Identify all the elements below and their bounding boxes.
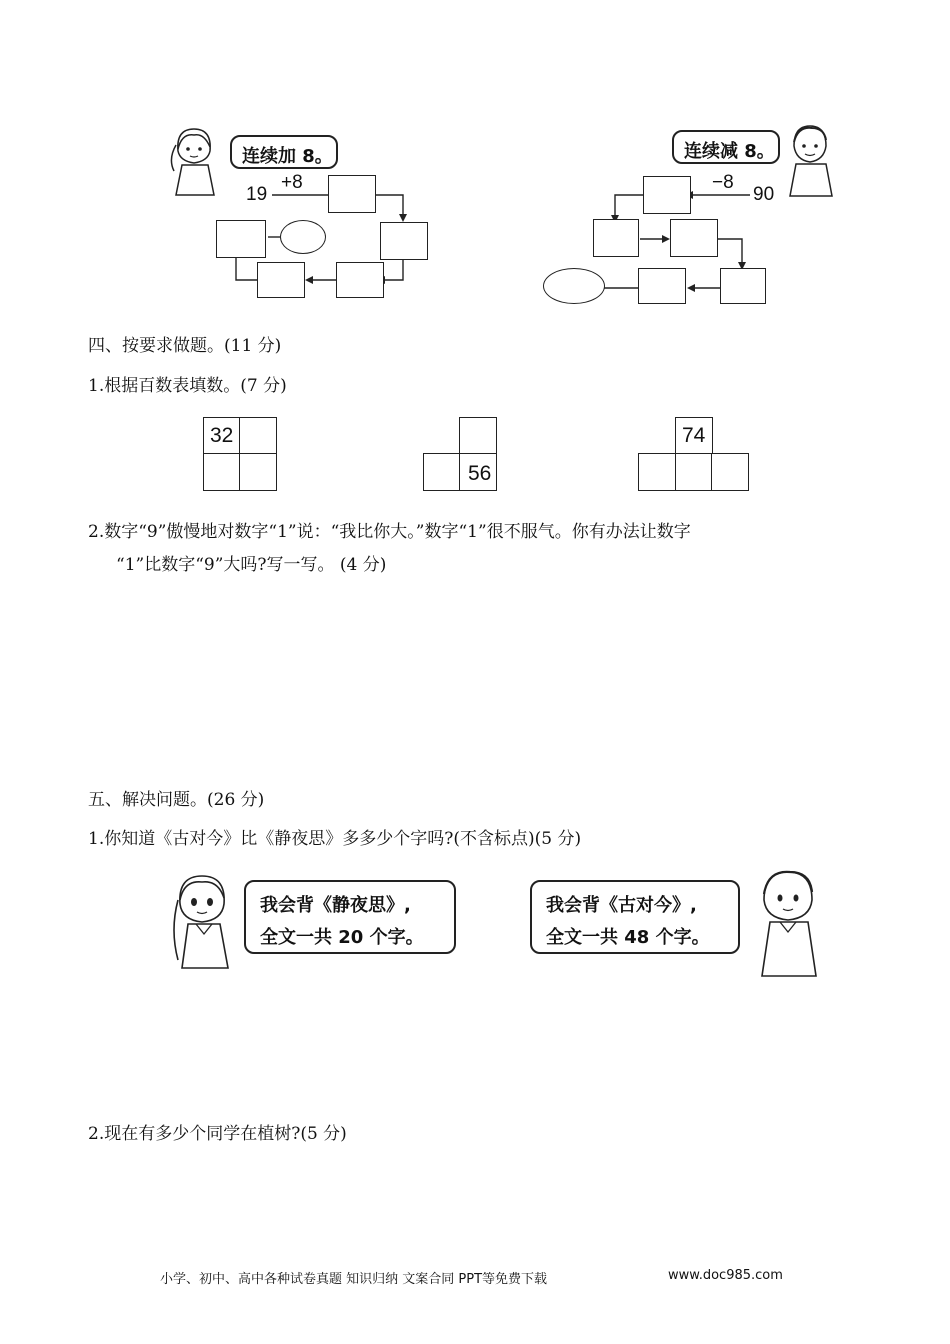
section5-q2: 2.现在有多少个同学在植树?(5 分) <box>88 1124 347 1144</box>
grid2-value: 56 <box>468 462 492 485</box>
section5-q1: 1.你知道《古对今》比《静夜思》多多少个字吗?(不含标点)(5 分) <box>88 829 582 849</box>
girl-bubble-text: 连续加 8。 <box>242 146 333 167</box>
left-oval[interactable] <box>280 220 326 254</box>
girl-reciting-bubble <box>244 880 456 954</box>
girl-reciting-line2: 全文一共 20 个字。 <box>260 927 424 948</box>
grid3-value: 74 <box>682 424 706 447</box>
boy-reciting-line1: 我会背《古对今》, <box>546 895 697 916</box>
footer-url[interactable]: www.doc985.com <box>668 1268 783 1283</box>
right-box-3[interactable] <box>670 219 718 257</box>
section4-q1: 1.根据百数表填数。(7 分) <box>88 376 287 396</box>
left-box-2[interactable] <box>380 222 428 260</box>
right-box-4[interactable] <box>720 268 766 304</box>
girl-reciting-illustration <box>168 870 238 970</box>
left-op-label: +8 <box>281 172 303 193</box>
boy-reciting-bubble <box>530 880 740 954</box>
grid3-cell-blank-mid[interactable] <box>675 453 713 491</box>
section4-q2-line1: 2.数字“9”傲慢地对数字“1”说：“我比你大。”数字“1”很不服气。你有办法让数字 <box>88 522 691 542</box>
right-oval[interactable] <box>543 268 605 304</box>
right-box-5[interactable] <box>638 268 686 304</box>
right-op-label: −8 <box>712 172 734 193</box>
section4-q2-line2: “1”比数字“9”大吗?写一写。 (4 分) <box>116 555 387 575</box>
left-box-5[interactable] <box>216 220 266 258</box>
left-box-4[interactable] <box>257 262 305 298</box>
grid3-cell-blank-left[interactable] <box>638 453 677 491</box>
right-box-1[interactable] <box>643 176 691 214</box>
grid2-cell-blank-left[interactable] <box>423 453 461 491</box>
section4-heading: 四、按要求做题。(11 分) <box>88 336 282 356</box>
boy-reciting-illustration <box>752 866 824 978</box>
grid1-cell-blank-1[interactable] <box>239 417 277 455</box>
boy-bubble-text: 连续减 8。 <box>684 141 775 162</box>
left-box-3[interactable] <box>336 262 384 298</box>
grid1-cell-blank-2[interactable] <box>203 453 241 491</box>
boy-reciting-line2: 全文一共 48 个字。 <box>546 927 710 948</box>
grid2-cell-56 <box>459 453 497 491</box>
boy-speech-bubble <box>672 130 780 164</box>
girl-reciting-line1: 我会背《静夜思》, <box>260 895 411 916</box>
grid1-value: 32 <box>210 424 234 447</box>
right-box-2[interactable] <box>593 219 639 257</box>
grid2-cell-blank-top[interactable] <box>459 417 497 455</box>
left-start-number: 19 <box>246 184 268 205</box>
grid1-cell-32 <box>203 417 241 455</box>
left-box-1[interactable] <box>328 175 376 213</box>
girl-speech-bubble <box>230 135 338 169</box>
right-start-number: 90 <box>753 184 775 205</box>
grid3-cell-blank-right[interactable] <box>711 453 749 491</box>
section5-heading: 五、解决问题。(26 分) <box>88 790 265 810</box>
grid1-cell-blank-3[interactable] <box>239 453 277 491</box>
boy-illustration <box>784 122 836 198</box>
footer-text: 小学、初中、高中各种试卷真题 知识归纳 文案合同 PPT等免费下载 <box>160 1272 548 1287</box>
grid3-cell-74 <box>675 417 713 455</box>
